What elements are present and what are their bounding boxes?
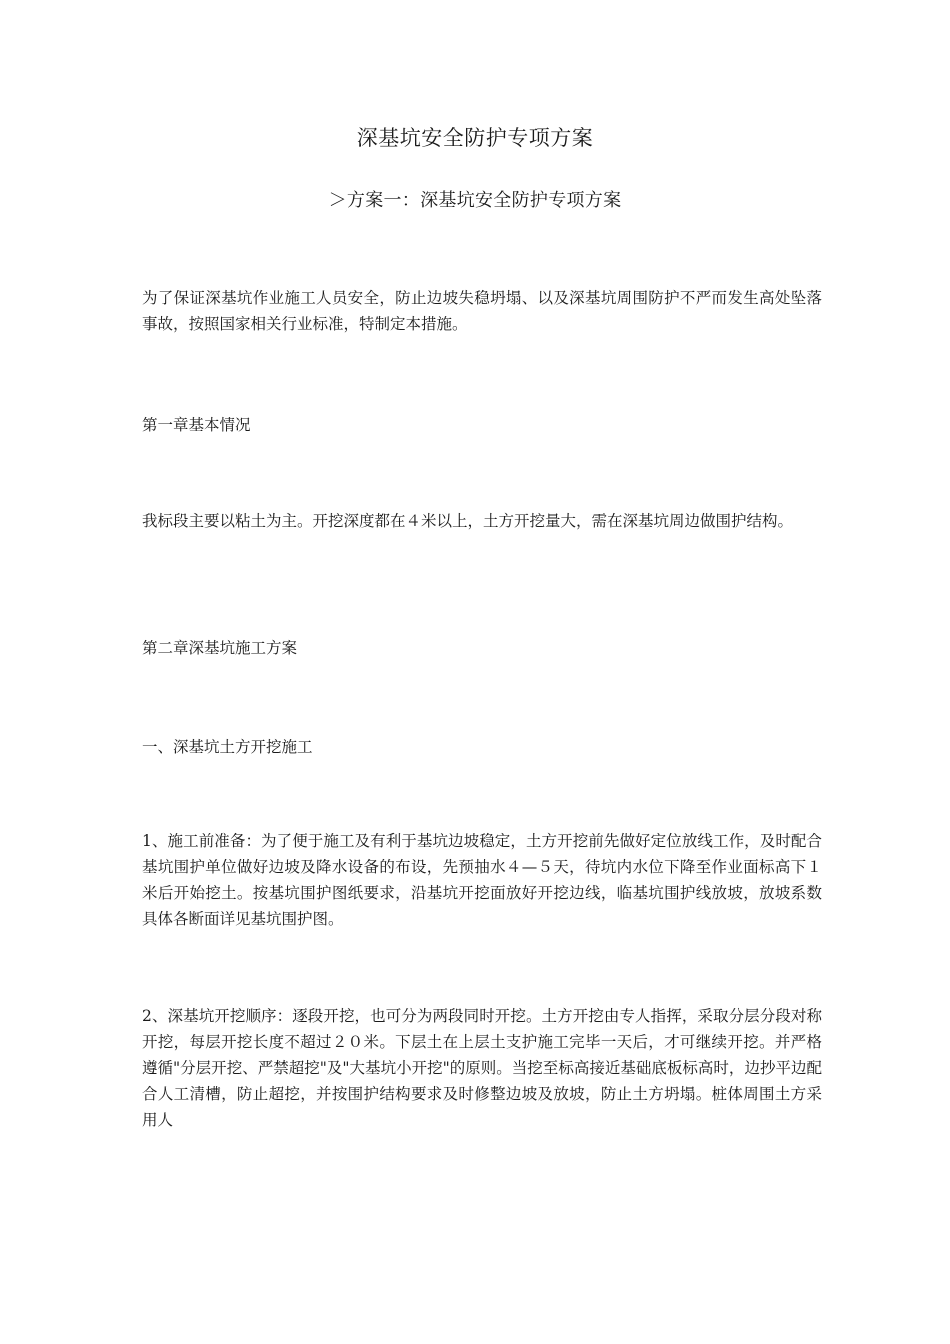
chapter-1-paragraph: 我标段主要以粘土为主。开挖深度都在４米以上，土方开挖量大，需在深基坑周边做围护结构。 [142, 512, 794, 530]
item-1-paragraph: 1、施工前准备：为了便于施工及有利于基坑边坡稳定，土方开挖前先做好定位放线工作，及时配合基坑围护单位做好边坡及降水设备的布设，先预抽水４—５天，待坑内水位下降至作业面标高下１米后开始挖土。按基坑围护图纸要求，沿基坑开挖面放好开挖边线，临基坑围护线放坡，放坡系数具体各断面详见基坑围护图。 [142, 832, 822, 928]
item-2-paragraph: 2、深基坑开挖顺序：逐段开挖，也可分为两段同时开挖。土方开挖由专人指挥，采取分层分段对称开挖，每层开挖长度不超过２０米。下层土在上层土支护施工完毕一天后，才可继续开挖。并严格遵循"分层开挖、严禁超挖"及"大基坑小开挖"的原则。当挖至标高接近基础底板标高时，边抄平边配合人工清槽，防止超挖，并按围护结构要求及时修整边坡及放坡，防止土方坍塌。桩体周围土方采用人 [142, 1007, 822, 1129]
chapter-1-heading: 第一章基本情况 [142, 416, 251, 434]
intro-paragraph: 为了保证深基坑作业施工人员安全，防止边坡失稳坍塌、以及深基坑周围防护不严而发生高处坠落事故，按照国家相关行业标准，特制定本措施。 [142, 289, 822, 333]
chapter-2-heading: 第二章深基坑施工方案 [142, 639, 298, 657]
section-1-heading: 一、深基坑土方开挖施工 [142, 738, 313, 756]
document-title: 深基坑安全防护专项方案 [356, 126, 594, 150]
document-subtitle: ＞方案一：深基坑安全防护专项方案 [328, 190, 622, 211]
